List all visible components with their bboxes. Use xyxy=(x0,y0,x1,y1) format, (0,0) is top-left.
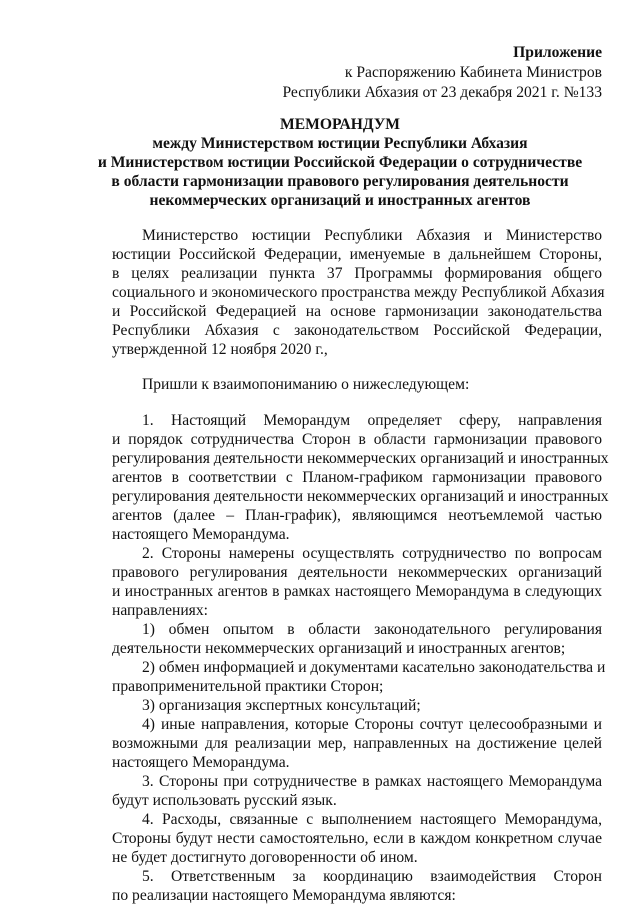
text-line: по реализации настоящего Меморандума являются: xyxy=(112,887,456,904)
text-line: будут использовать русский язык. xyxy=(112,792,337,809)
text-line: 2. Стороны намерены осуществлять сотрудничество по вопросам xyxy=(142,545,602,562)
annex-date-number: Республики Абхазия от 23 декабря 2021 г. №133 xyxy=(282,84,602,101)
document-title: МЕМОРАНДУМ xyxy=(280,116,400,133)
text-line: Республики Абхазия с законодательством Российской Федерации, xyxy=(112,322,602,339)
text-line: 2) обмен информацией и документами касательно законодательства и xyxy=(142,659,606,676)
text-line: утвержденной 12 ноября 2020 г., xyxy=(112,341,328,358)
text-line: правового регулирования деятельности некоммерческих организаций xyxy=(112,564,602,581)
text-line: 3) организация экспертных консультаций; xyxy=(142,697,421,714)
text-line: и иностранных агентов в рамках настоящего Меморандума в следующих xyxy=(112,583,602,600)
text-line: агентов в соответствии с Планом-графиком гармонизации правового xyxy=(112,469,602,486)
text-line: в целях реализации пункта 37 Программы формирования общего xyxy=(112,265,602,282)
text-line: Стороны будут нести самостоятельно, если в каждом конкретном случае xyxy=(112,830,602,847)
document-subtitle-line: в области гармонизации правового регулирования деятельности xyxy=(111,173,569,190)
document-subtitle-line: между Министерством юстиции Республики Абхазия xyxy=(152,135,528,152)
document-subtitle-line: и Министерством юстиции Российской Федерации о сотрудничестве xyxy=(97,154,583,171)
text-line: Министерство юстиции Республики Абхазия и Министерство xyxy=(142,227,602,244)
text-line: 4) иные направления, которые Стороны сочтут целесообразными и xyxy=(142,716,602,733)
text-line: не будет достигнуто договоренности об ином. xyxy=(112,849,418,866)
text-line: социального и экономического пространства между Республикой Абхазия xyxy=(112,284,605,301)
annex-label: Приложение xyxy=(513,44,602,61)
text-line: возможными для реализации мер, направленных на достижение целей xyxy=(112,735,602,752)
text-line: и порядок сотрудничества Сторон в области гармонизации правового xyxy=(112,431,602,448)
text-line: регулирования деятельности некоммерческих организаций и иностранных xyxy=(112,450,609,467)
text-line: 4. Расходы, связанные с выполнением настоящего Меморандума, xyxy=(142,811,602,828)
text-line: направлениях: xyxy=(112,602,208,619)
text-line: правоприменительной практики Сторон; xyxy=(112,678,384,695)
text-line: и Российской Федерацией на основе гармонизации законодательства xyxy=(112,303,602,320)
annex-reference: к Распоряжению Кабинета Министров xyxy=(344,64,602,81)
text-line: 1) обмен опытом в области законодательного регулирования xyxy=(142,621,602,638)
text-line: Пришли к взаимопониманию о нижеследующем: xyxy=(142,376,470,393)
text-line: деятельности некоммерческих организаций и иностранных агентов; xyxy=(112,640,566,657)
text-line: 1. Настоящий Меморандум определяет сферу, направления xyxy=(142,412,602,429)
document-subtitle-line: некоммерческих организаций и иностранных агентов xyxy=(149,192,531,209)
text-line: регулирования деятельности некоммерческих организаций и иностранных xyxy=(112,488,609,505)
text-line: 3. Стороны при сотрудничестве в рамках настоящего Меморандума xyxy=(142,773,602,790)
text-line: настоящего Меморандума. xyxy=(112,754,290,771)
text-line: юстиции Российской Федерации, именуемые в дальнейшем Стороны, xyxy=(112,246,602,263)
text-line: настоящего Меморандума. xyxy=(112,526,290,543)
text-line: агентов (далее – План-график), являющимся неотъемлемой частью xyxy=(112,507,602,524)
text-line: 5. Ответственным за координацию взаимодействия Сторон xyxy=(142,868,602,885)
